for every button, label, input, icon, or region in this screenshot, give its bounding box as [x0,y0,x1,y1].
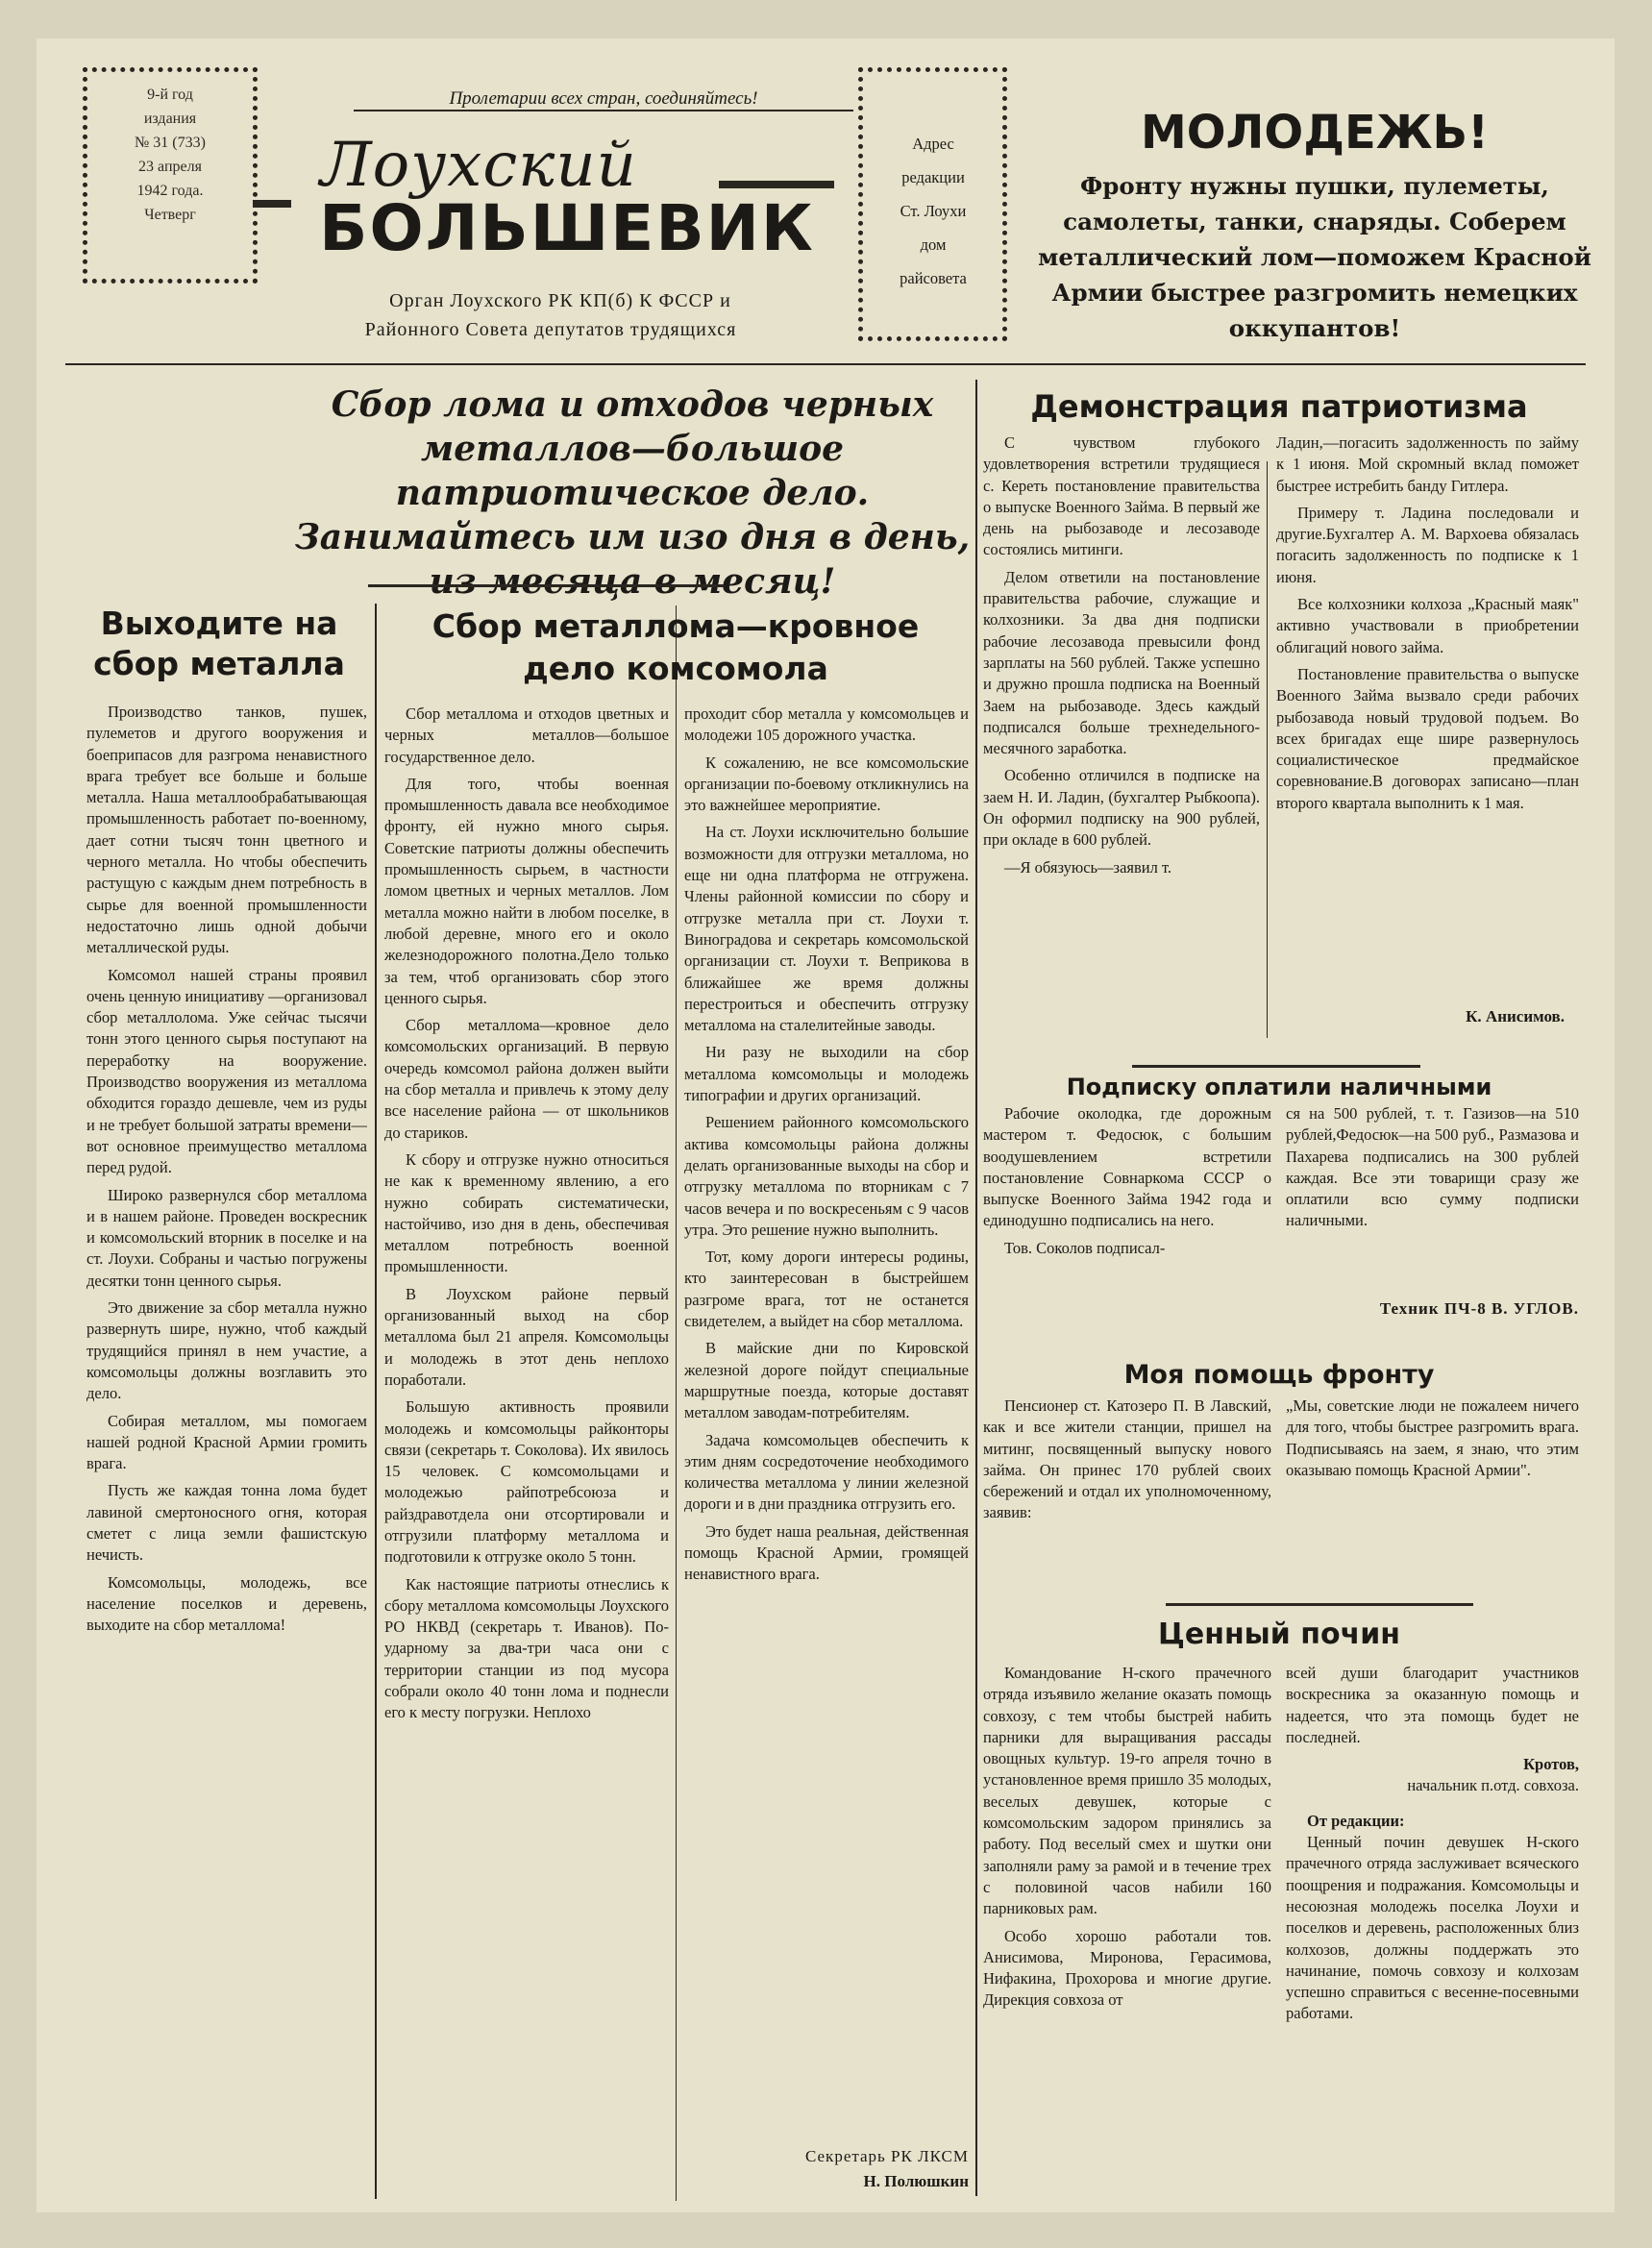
issue-weekday: Четверг [144,207,196,223]
rule-article3-columns [1267,461,1268,1038]
article2-paragraph: К сбору и отгрузке нужно относиться не как к временному явлению, а его нужно собирать систематически, настойчиво, изо дня в день, обеспечивая металлом потребность военной промышленности. [384,1149,669,1276]
article3-bottom-rule [1132,1065,1420,1068]
article1-title: Выходите на сбор металла [93,605,345,682]
article2-paragraph: Решением районного комсомольского актива комсомольцы района должны делать организованные выходы на сбор и отгрузку металлома по вторникам с 7 часов вечера и по воскресеньям с 9 часов утра. Это решение нужно выполнить. [684,1113,969,1239]
article2-paragraph: В майские дни по Кировской железной дороге пойдут специальные маршрутные поезда, которые доставят металлом заводам-потребителям. [684,1339,969,1422]
address-line-1: Адрес [912,135,954,153]
editor-note-paragraph: Ценный почин девушек Н-ского прачечного отряда заслуживает всяческого поощрения и подражания. Комсомольцы и несоюзная молодежь поселка Лоухи и поселков и деревень, расположенных близ колхозов, должны поддержать это начинание, помочь совхозу и колхозам успешно справиться с весенне-посевными работами. [1286,1833,1579,2023]
article2-paragraph: Тот, кому дороги интересы родины, кто заинтересован в быстрейшем разгроме врага, тот не останется свидетелем, а выйдет на сбор металлома. [684,1248,969,1331]
article3-paragraph: Делом ответили на постановление правительства рабочие, служащие и колхозники. За два дня подписки рабочие лесозавода превысили фонд зарплаты на 560 рублей. Также успешно и дружно прошла подписка на Военный Заем на рыбозаводе. Здесь каждый подписался больше трехнедельного-месячного заработка. [983,567,1260,758]
masthead-bottom-rule [65,363,1586,365]
article3-paragraph: Постановление правительства о выпуске Военного Займа вызвало среди рабочих рыбозавода новый трудовой подъем. Во всех бригадах еще шире развернулось социалистическое предмайское соревнование.В договорах записано—план второго квартала выполнить к 1 мая. [1276,664,1579,812]
article2-column2 [684,704,969,2145]
issue-date: 23 апреля [138,159,202,175]
article1-paragraph: Широко развернулся сбор металлома и в нашем районе. Проведен воскресник и комсомольский вторник в поселке и на ст. Лоухи. Собраны и частью погружены десятки тонн ценного сырья. [86,1185,367,1290]
banner-rule [368,584,724,587]
article6-paragraph: Особо хорошо работали тов. Анисимова, Миронова, Герасимова, Нифакина, Прохорова и многие другие. Дирекция совхоза от [983,1926,1271,2010]
organ-line2: Районного Совета депутатов трудящихся [364,319,737,340]
article5-paragraph: „Мы, советские люди не пожалеем ничего для того, чтобы быстрее разгромить врага. Подписываясь на заем, я знаю, что этим оказываю помощь Красной Армии". [1286,1396,1579,1479]
article2-paragraph: Сбор металлома и отходов цветных и черных металлов—большое государственное дело. [384,704,669,766]
article2-paragraph: проходит сбор металла у комсомольцев и молодежи 105 дорожного участка. [684,704,969,745]
article2-paragraph: На ст. Лоухи исключительно большие возможности для отгрузки металлома, но еще ни одна платформа не отгружена. Члены районной комиссии по сбору и отгрузке металла при ст. Лоухи т. Виноградова и секретарь комсомольской организации ст. Лоухи т. Веприкова в ближайшее же время должны перестроиться и обеспечить отгрузку металлома на сталелитейные заводы. [684,823,969,1035]
article1-paragraph: Комсомольцы, молодежь, все население поселков и деревень, выходите на сбор металлома! [86,1572,367,1635]
address-line-4: дом [920,235,947,254]
article3-paragraph: Ладин,—погасить задолженность по займу к 1 июня. Мой скромный вклад поможет быстрее истребить банду Гитлера. [1276,433,1579,495]
appeal-title: МОЛОДЕЖЬ! [1140,106,1489,160]
article2-paragraph: В Лоухском районе первый организованный выход на сбор металлома был 21 апреля. Комсомольцы и молодежь в этот день неплохо поработали. [384,1284,669,1389]
rule-article2-columns [676,605,677,2201]
article6-signature-name: Кротов, [1523,1755,1579,1774]
issue-number: № 31 (733) [135,135,206,151]
newspaper-title-line1: Лоухский [320,130,637,201]
rule-after-article1 [375,604,377,2199]
article3-paragraph: Примеру т. Ладина последовали и другие.Бухгалтер А. М. Вархоева обязалась погасить задолженность по подписке к 1 июня. [1276,503,1579,586]
article1-paragraph: Пусть же каждая тонна лома будет лавиной смертоносного огня, которая сметет с лица земли фашистскую нечисть. [86,1481,367,1565]
article2-signature-title: Секретарь РК ЛКСМ [804,2147,969,2165]
article4-title: Подписку оплатили наличными [1066,1074,1492,1100]
article4-paragraph: Тов. Соколов подписал- [1004,1238,1166,1257]
organ-line1: Орган Лоухского РК КП(б) К ФССР и [389,290,731,311]
article4-column2 [1286,1103,1579,1286]
address-line-3: Ст. Лоухи [900,202,967,220]
article2-paragraph: Сбор металлома—кровное дело комсомольских организаций. В первую очередь комсомол района должен выйти на сбор металла и привлечь к этому делу все население района — от школьников до стариков. [384,1016,669,1142]
article5-column2 [1286,1396,1579,1597]
article2-paragraph: К сожалению, не все комсомольские организации по-боевому откликнулись на это важнейшее мероприятие. [684,753,969,815]
article2-paragraph: Это будет наша реальная, действенная помощь Красной Армии, громящей ненавистного врага. [684,1521,969,1584]
appeal-text: Фронту нужны пушки, пулеметы, самолеты, танки, снаряды. Соберем металлический лом—поможем Красной Армии быстрее разгромить немецких оккупантов! [1038,172,1591,342]
article1-paragraph: Собирая металлом, мы помогаем нашей родной Красной Армии громить врага. [86,1411,367,1473]
article6-paragraph: Командование Н-ского прачечного отряда изъявило желание оказать помощь совхозу, с тем чтобы быстрей набить парники для выращивания рассады овощных культур. 19-го апреля точно в установленное время пришло 35 молодых, веселых девушек, которые с комсомольским задором принялись за работу. Под веселый смех и шутки они заполняли раму за рамой и в течение трех с половиной часов набили 160 парниковых рам. [983,1664,1271,1918]
article6-signature-role: начальник п.отд. совхоза. [1407,1776,1579,1795]
editor-note-heading: От редакции: [1307,1811,1405,1830]
address-line-2: редакции [901,168,965,186]
article6-title: Ценный почин [1158,1618,1400,1651]
article1-body [86,702,367,2206]
article1-paragraph: Комсомол нашей страны проявил очень ценную инициативу —организовал сбор металлолома. Уже сейчас тысячи тонн этого ценного сырья поступают на переработку на вооружение. Производство вооружения из металлома обходится гораздо дешевле, чем из руды и не требует большой затраты времени—вот основное преимущество металлома перед рудой. [86,965,367,1177]
issue-year-date: 1942 года. [136,183,204,199]
article6-paragraph: всей души благодарит участников воскресника за оказанную помощь и надеется, что эта помощь будет не последней. [1286,1664,1579,1746]
article5-bottom-rule [1166,1603,1473,1606]
article3-paragraph: Все колхозники колхоза „Красный маяк" активно участвовали в приобретении облигаций нового займа. [1276,595,1579,656]
article4-signature: Техник ПЧ-8 В. УГЛОВ. [1379,1299,1579,1318]
editorial-address [865,127,1001,295]
article4-paragraph: ся на 500 рублей, т. т. Газизов—на 510 рублей,Федосюк—на 500 руб., Размазова и Пахарева подписались на 300 рублей каждая. Все эти товарищи сразу же оплатили всю сумму подписки наличными. [1286,1104,1579,1230]
article2-paragraph: Большую активность проявили молодежь и комсомольцы райконторы связи (секретарь т. Соколова). Их явилось 15 человек. С комсомольцами и молодежью райпотребсоюза и райздравотдела они отсортировали и отгрузили платформу металлома и подготовили к отгрузке около 5 тонн. [384,1397,669,1567]
article4-column1 [983,1103,1271,1353]
masthead-slogan: Пролетарии всех стран, соединяйтесь! [354,88,853,111]
article3-paragraph: Особенно отличился в подписке на заем Н. И. Ладин, (бухгалтер Рыбкоопа). Он оформил подписку на 900 рублей, при окладе в 600 рублей. [983,766,1260,850]
article3-title: Демонстрация патриотизма [1030,388,1528,425]
article6-column2 [1286,1663,1579,2203]
article5-paragraph: Пенсионер ст. Катозеро П. В Лавский, как и все жители станции, пришел на митинг, посвященный выпуску нового займа. Он принес 170 рублей своих сбережений и отдал их уполномоченному, заявив: [983,1396,1271,1522]
article3-column1 [983,432,1260,1033]
article6-column1 [983,1663,1271,2203]
issue-info [90,83,250,280]
article3-paragraph: —Я обязуюсь—заявил т. [1004,857,1172,877]
newspaper-page [37,38,1615,2212]
article2-paragraph: Для того, чтобы военная промышленность давала все необходимое фронту, ей нужно много сырья. Советские патриоты должны обеспечить промышленность сырьем, в частности ломом цветных и черных металлов. Лом металла можно найти в любом поселке, в любой деревне, много его и около железнодорожного полотна.Дело только за тем, чтоб организовать сбор этого ценного сырья. [384,774,669,1007]
article1-paragraph: Это движение за сбор металла нужно развернуть шире, нужно, чтоб каждый трудящийся принял в нем участие, а комсомольцы должны возглавить это дело. [86,1298,367,1403]
article3-column2 [1276,432,1579,1009]
article2-paragraph: Ни разу не выходили на сбор металлома комсомольцы и молодежь типографии и других организаций. [684,1043,969,1105]
article3-signature: К. Анисимов. [1466,1007,1565,1025]
article5-title: Моя помощь фронту [1123,1360,1435,1390]
rule-right-section [975,380,977,2196]
article2-paragraph: Задача комсомольцев обеспечить к этим дням сосредоточение необходимого количества металлома у линии железной дороги и в дни праздника отгрузить его. [684,1430,969,1514]
issue-year-label: издания [143,111,197,127]
address-line-5: райсовета [900,269,967,287]
article3-paragraph: С чувством глубокого удовлетворения встретили трудящиеся с. Кереть постановление правительства о выпуске Военного Займа. В первый же день на рыбозаводе и лесозаводе состоялись митинги. [983,433,1260,559]
banner-slogan: Сбор лома и отходов черных металлов—большое патриотическое дело. Занимайтесь им изо дня в день, из месяца в месяц! [294,384,971,602]
article2-signature-name: Н. Полюшкин [863,2172,969,2190]
article2-title: Сбор металлома—кровное дело комсомола [431,607,920,687]
article2-paragraph: Как настоящие патриоты отнеслись к сбору металлома комсомольцы Лоухского РО НКВД (секретарь т. Иванов). По-ударному за два-три часа они с территории станции из под мусора собрали около 40 тонн лома и поднесли его к месту погрузки. Неплохо [384,1574,669,1722]
article4-paragraph: Рабочие околодка, где дорожным мастером т. Федосюк, с большим воодушевлением встретили постановление Совнаркома СССР о выпуске Военного Займа 1942 года и единодушно подписались на него. [983,1104,1271,1230]
article2-column1 [384,704,669,2203]
article1-paragraph: Производство танков, пушек, пулеметов и другого вооружения и боеприпасов для разгрома ненавистного врага требует все больше и больше металла. Наша металлообрабатывающая промышленность работает по-военному, дает сотни тысяч тонн цветного и черного металла. Но чтобы обеспечить растущую с каждым днем потребность в сырье для военной промышленности недостаточно лишь одной добычи металлической руды. [86,703,367,957]
newspaper-title-line2: БОЛЬШЕВИК [319,191,815,265]
title-rule-right [719,181,834,188]
issue-year: 9-й год [147,86,193,103]
title-rule-left [253,200,291,208]
article5-column1 [983,1396,1271,1597]
